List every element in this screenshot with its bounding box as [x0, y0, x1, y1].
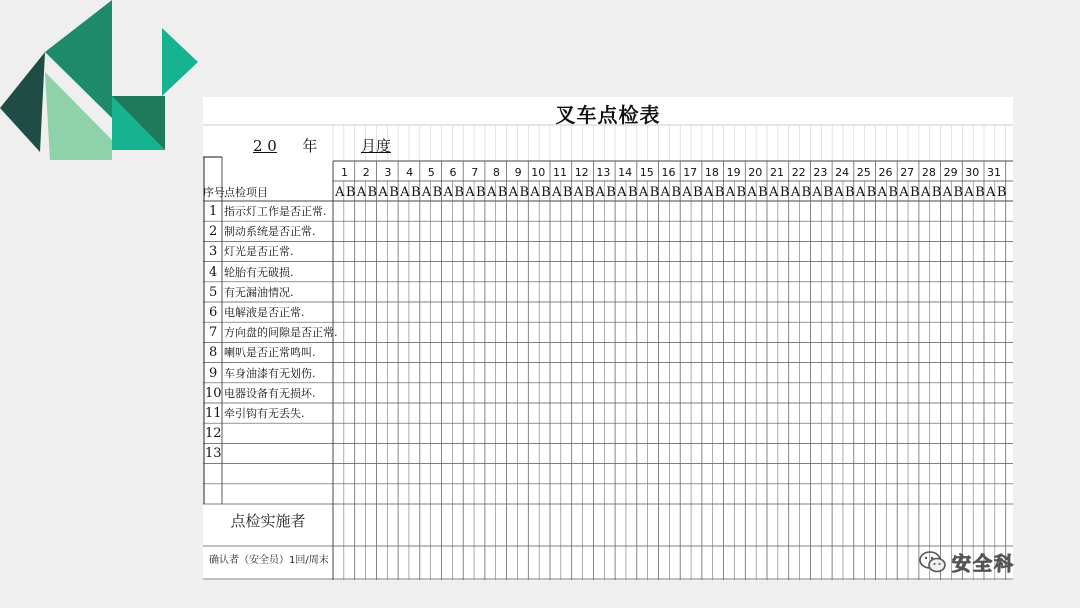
year-label: 年: [302, 137, 318, 155]
row-number: 10: [205, 385, 222, 401]
row-item: 轮胎有无破损.: [224, 265, 294, 279]
day-header: 29: [943, 166, 958, 179]
day-header: 18: [704, 166, 719, 179]
day-header: 20: [748, 166, 763, 179]
shift-label: B: [693, 185, 703, 200]
day-header: 7: [471, 166, 479, 179]
day-header: 21: [770, 166, 784, 179]
shift-label: A: [834, 185, 844, 200]
shift-label: B: [736, 185, 746, 200]
shift-label: A: [638, 185, 649, 200]
row-number: 7: [209, 325, 218, 341]
shift-label: B: [953, 185, 963, 200]
row-item: 电器设备有无损坏.: [224, 386, 316, 400]
day-header: 31: [987, 166, 1001, 179]
day-header: 14: [618, 166, 633, 179]
row-number: 6: [209, 305, 218, 320]
row-number: 3: [209, 244, 218, 260]
row-item: 喇叭是否正常鸣叫.: [224, 346, 316, 360]
shift-label: A: [812, 185, 822, 200]
day-header: 15: [639, 166, 654, 179]
shift-label: B: [671, 185, 681, 200]
shift-label: B: [758, 185, 768, 200]
row-item: 车身油漆有无划伤.: [224, 366, 316, 380]
shift-label: B: [975, 185, 985, 200]
row-item: 指示灯工作是否正常.: [224, 205, 327, 218]
shift-label: A: [986, 185, 996, 200]
shift-label: A: [486, 185, 497, 200]
watermark-text: 安全科: [952, 552, 1016, 575]
shift-label: A: [530, 185, 540, 200]
day-header: 5: [427, 166, 435, 179]
shift-label: A: [899, 185, 909, 200]
shift-label: A: [443, 185, 453, 200]
shift-label: A: [725, 185, 735, 200]
shift-label: A: [920, 185, 931, 200]
day-header: 3: [384, 166, 392, 179]
row-number: 8: [209, 345, 218, 361]
shift-label: B: [476, 185, 486, 200]
day-header: 24: [835, 166, 850, 179]
shift-label: A: [617, 185, 627, 200]
shift-label: B: [823, 185, 833, 200]
row-number: 9: [209, 365, 218, 381]
day-header: 19: [726, 166, 741, 179]
day-header: 17: [683, 166, 698, 179]
day-header: 25: [856, 166, 871, 179]
row-item: 灯光是否正常.: [224, 245, 294, 259]
shift-label: A: [964, 185, 974, 200]
day-header: 30: [965, 166, 980, 179]
row-number: 13: [205, 446, 222, 462]
day-header: 6: [449, 166, 457, 179]
shift-label: B: [606, 185, 616, 200]
inspector-label: 点检实施者: [230, 512, 306, 530]
shift-label: B: [996, 185, 1007, 200]
row-number: 11: [205, 406, 222, 421]
shift-label: A: [660, 185, 670, 200]
shift-label: B: [345, 185, 356, 200]
shift-label: B: [910, 185, 920, 200]
shift-label: A: [465, 185, 475, 200]
day-header: 23: [813, 166, 828, 179]
day-header: 8: [492, 166, 500, 179]
shift-label: A: [400, 185, 410, 200]
row-item: 牵引钩有无丢失.: [224, 407, 305, 420]
day-header: 1: [341, 166, 348, 179]
col-seq-header: 序号: [203, 186, 225, 199]
year-prefix: 2 0: [253, 137, 277, 155]
shift-label: B: [627, 185, 638, 200]
shift-label: B: [649, 185, 660, 200]
shift-label: B: [844, 185, 855, 200]
shift-label: A: [682, 185, 692, 200]
row-number: 1: [209, 204, 218, 219]
day-header: 22: [791, 166, 806, 179]
shift-label: A: [703, 185, 714, 200]
day-header: 27: [900, 166, 915, 179]
shift-label: B: [866, 185, 877, 200]
day-header: 16: [661, 166, 676, 179]
shift-label: A: [747, 185, 757, 200]
shift-label: B: [541, 185, 551, 200]
row-number: 2: [209, 224, 218, 240]
row-item: 方向盘的间隙是否正常.: [224, 326, 338, 340]
day-header: 4: [406, 166, 414, 179]
month-label: 月度: [361, 137, 392, 155]
shift-label: B: [410, 185, 421, 200]
shift-label: B: [519, 185, 529, 200]
shift-label: B: [931, 185, 942, 200]
shift-label: B: [801, 185, 812, 200]
shift-label: B: [888, 185, 898, 200]
shift-label: B: [779, 185, 790, 200]
shift-label: B: [584, 185, 595, 200]
day-header: 28: [921, 166, 936, 179]
day-header: 11: [553, 166, 567, 179]
shift-label: A: [942, 185, 952, 200]
row-number: 4: [209, 264, 218, 280]
confirm-label: 确认者（安全员）1回/周末: [209, 555, 329, 566]
day-header: 12: [574, 166, 589, 179]
day-header: 13: [596, 166, 611, 179]
shift-label: A: [855, 185, 866, 200]
shift-label: A: [769, 185, 779, 200]
shift-label: B: [454, 185, 464, 200]
shift-label: A: [421, 185, 432, 200]
shift-label: A: [335, 185, 345, 200]
shift-label: B: [497, 185, 508, 200]
shift-label: A: [877, 185, 887, 200]
month-line: [253, 135, 391, 156]
company-logo: [0, 0, 200, 160]
row-number: 12: [205, 426, 222, 442]
shift-label: B: [714, 185, 725, 200]
sheet-title: 叉车点检表: [555, 103, 661, 127]
row-number: 5: [209, 284, 218, 300]
shift-label: A: [573, 185, 584, 200]
wechat-icon: [918, 550, 948, 574]
day-header: 9: [514, 166, 522, 179]
row-item: 有无漏油情况.: [224, 285, 294, 299]
shift-label: A: [552, 185, 562, 200]
watermark: [918, 548, 1015, 576]
row-item: 电解液是否正常.: [224, 306, 305, 319]
day-header: 2: [362, 166, 370, 179]
col-item-header: 点检项目: [224, 186, 268, 199]
shift-label: B: [367, 185, 378, 200]
inspection-sheet: [203, 97, 1016, 580]
row-item: 制动系统是否正常.: [224, 225, 316, 239]
day-header: 26: [878, 166, 893, 179]
shift-label: A: [508, 185, 518, 200]
shift-label: B: [389, 185, 399, 200]
shift-label: A: [790, 185, 801, 200]
shift-label: B: [562, 185, 573, 200]
shift-label: A: [378, 185, 388, 200]
shift-label: A: [356, 185, 367, 200]
day-header: 10: [531, 166, 546, 179]
shift-label: A: [595, 185, 605, 200]
shift-label: B: [432, 185, 443, 200]
